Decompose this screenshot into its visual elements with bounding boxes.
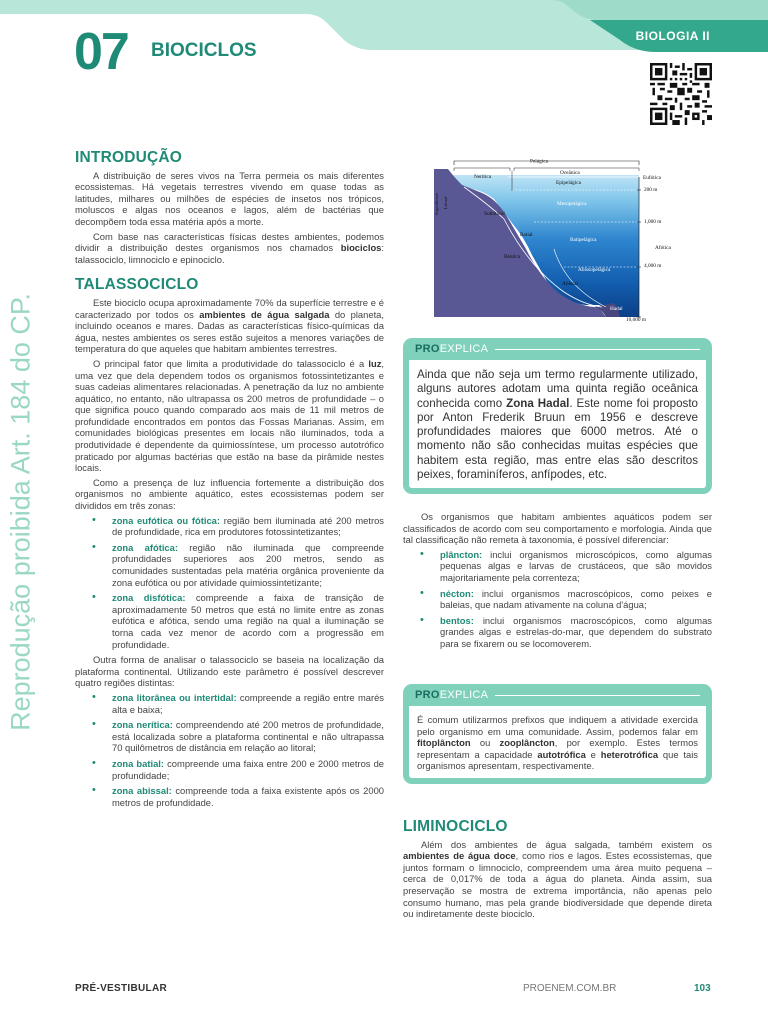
list-item: • zona eufótica ou fótica: região bem iluminada até 200 metros de profundidade, rica em produtores fotossintetizantes; xyxy=(75,515,384,538)
list-item: • nécton: inclui organismos macroscópicos, como peixes e baleias, que nadam ativamente na coluna d'água; xyxy=(403,588,712,611)
list-item: • zona litorânea ou intertidal: compreende a região entre marés alta e baixa; xyxy=(75,692,384,715)
right-column xyxy=(403,511,712,654)
label-oceanica: Oceânica xyxy=(560,170,580,176)
talasso-paragraph-1: Este biociclo ocupa aproximadamente 70% da superfície terrestre e é caracterizado por todos os ambientes de água salgada do planeta, incluindo oceanos e mares. Dadas as características físico-químicas da água, nestes ambientes os seres estão sujeitos a menores variações de temperatura do que aqueles que habitam ambientes terrestres. xyxy=(75,296,384,355)
list-item: • plâncton: inclui organismos microscópicos, como algumas pequenas algas e larvas de crustáceos, que são movidos majoritariamente pela correnteza; xyxy=(403,549,712,584)
label-supralitoral: Supralitoral xyxy=(434,193,439,215)
label-batial: Batial xyxy=(520,232,533,238)
limno-paragraph: Além dos ambientes de água salgada, também existem os ambientes de água doce, como rios e lagos. Estes ecossistemas, que juntos formam o limnociclo, compreendem uma área muito pequena – cerca de 0,017% de toda a água do planeta. Ainda assim, sua preservação se mostra de extrema importância, não apenas pelo consumo humano, mas pela grande biodiversidade que depende direta ou indiretamente deste biociclo. xyxy=(403,838,712,920)
label-hadal: Hadal xyxy=(610,306,623,312)
proexplica-header: PROEXPLICA xyxy=(403,684,712,706)
label-litoral: Litoral xyxy=(443,196,448,209)
watermark xyxy=(0,0,40,1024)
talassociclo-heading: TALASSOCICLO xyxy=(75,276,199,294)
list-item: • zona batial: compreende uma faixa entre 200 e 2000 metros de profundidade; xyxy=(75,758,384,781)
qr-code-icon[interactable] xyxy=(650,63,712,125)
list-item: • bentos: inclui organismos macroscópicos, como algumas grandes algas e estrelas-do-mar, que dependem do substrato para se fixarem ou se locomoverem. xyxy=(403,615,712,650)
chapter-number: 07 xyxy=(74,23,128,81)
proexplica-box-1 xyxy=(403,338,712,494)
label-4000m: 4,000 m xyxy=(644,263,662,269)
list-item: • zona nerítica: compreendendo até 200 metros de profundidade, está localizada sobre a plataforma continental e não ultrapassa 70 quilômetros de distância em relação ao litoral; xyxy=(75,719,384,754)
watermark-text: Reprodução proibida Art. 184 do CP. xyxy=(5,293,36,731)
label-abissopelagica: Abissopelágica xyxy=(578,267,611,273)
proexplica-text: É comum utilizarmos prefixos que indiquem a atividade exercida pelo organismo em uma comunidade. Assim, podemos falar em fitoplâncton ou zooplâncton, por exemplo. Estes termos representam a capacidade autotrófica e heterotrófica que tais organismos apresentam, respectivamente. xyxy=(403,706,712,784)
limnociclo-section xyxy=(403,818,712,923)
organisms-paragraph: Os organismos que habitam ambientes aquáticos podem ser classificados de acordo com seu comportamento e morfologia. Ainda que tal classificação não remeta à taxonomia, é possível diferenciar: xyxy=(403,511,712,546)
talasso-paragraph-3: Como a presença de luz influencia fortemente a distribuição dos organismos no ambiente aquático, estes ecossistemas podem ser divididos em três zonas: xyxy=(75,476,384,512)
label-neritica: Nerítica xyxy=(474,174,492,180)
label-sublitoral: Sublitoral xyxy=(484,211,505,217)
list-item: • zona afótica: região não iluminada que compreende profundidades superiores aos 200 metros, sendo as comunidades sustentadas pela matéria orgânica proveniente da zona eufótica ou por atividade quimiossintetizante; xyxy=(75,542,384,588)
label-bentica: Bêntica xyxy=(504,254,521,260)
footer-label: PRÉ-VESTIBULAR xyxy=(75,983,167,994)
label-10000m: 10,000 m xyxy=(626,317,647,322)
label-eufotica: Eufótica xyxy=(643,175,661,181)
list-item: • zona disfótica: compreende a faixa de transição de aproximadamente 50 metros que está no limite entre as zonas eufótica e afótica, sendo uma região na qual a iluminação se torna cada vez menor de acordo com a progressão em profundidade. xyxy=(75,592,384,650)
platform-regions-list xyxy=(75,692,384,808)
left-column xyxy=(75,149,384,812)
subject-label: BIOLOGIA II xyxy=(635,29,710,43)
proexplica-box-2 xyxy=(403,684,712,784)
talasso-paragraph-4: Outra forma de analisar o talassociclo se baseia na localização da plataforma continental. Utilizando este parâmetro é possível descrever quatro regiões distintas: xyxy=(75,654,384,689)
label-mesopelagica: Mesopelágica xyxy=(557,201,587,207)
proexplica-text: Ainda que não seja um termo regularmente utilizado, alguns autores adotam uma quinta região oceânica conhecida como Zona Hadal. Este nome foi proposto por Anton Frederik Bruun em 1956 e descreve profundidades maiores que 6000 metros. Até o momento não são conhecidas muitas espécies que habitem esta região, mas entre elas são descritos peixes, foraminíferos, anfípodes, etc. xyxy=(403,360,712,494)
footer-site-link[interactable]: PROENEM.COM.BR xyxy=(523,983,617,994)
intro-paragraph-2: Com base nas características físicas destes ambientes, podemos dividir a distribuição destes organismos nos chamados biociclos: talassociclo, limnociclo e epinociclo. xyxy=(75,230,384,265)
chapter-title: BIOCICLOS xyxy=(151,40,257,61)
page-number: 103 xyxy=(694,983,711,994)
limnociclo-heading: LIMINOCICLO xyxy=(403,818,508,835)
proexplica-header: PROEXPLICA xyxy=(403,338,712,360)
label-abissal: Abissal xyxy=(562,281,578,287)
label-afotica: Afótica xyxy=(655,245,671,251)
label-batipelagica: Batipelágica xyxy=(570,237,597,243)
organisms-list xyxy=(403,549,712,650)
label-1000m: 1,000 m xyxy=(644,219,662,225)
intro-paragraph-1: A distribuição de seres vivos na Terra permeia os mais diferentes ecossistemas. Há vegetais terrestres vivendo em quase todas as latitudes, milhares ou milhões de espécies de insetos nos trópicos, moluscos e algas nos oceanos e lagos, além de bactérias que decompõem toda essa matéria após a morte. xyxy=(75,169,384,227)
list-item: • zona abissal: compreende toda a faixa existente após os 2000 metros de profundidade. xyxy=(75,785,384,808)
label-200m: 200 m xyxy=(644,187,658,193)
light-zones-list xyxy=(75,515,384,651)
talasso-paragraph-2: O principal fator que limita a produtividade do talassociclo é a luz, uma vez que dela dependem todos os organismos fotossintetizantes e suas cadeias alimentares relacionadas. A penetração da luz no ambiente aquático, no entanto, não ultrapassa os 200 metros de profundidade – o que significa pouco quando comparado aos mais de 11 mil metros de profundidade encontrados em pontos das Fossas Marianas. Assim, em comunidades biológicas presentes em locais não iluminados, toda a produtividade é dependente da quimiossíntese, um processo autotrófico praticado por algumas bactérias que estão na base da pirâmide nestes locais. xyxy=(75,357,384,474)
intro-heading: INTRODUÇÃO xyxy=(75,149,183,166)
label-epipelagica: Epipelágica xyxy=(556,180,581,186)
label-pelagica: Pelágica xyxy=(530,158,548,165)
ocean-zones-diagram xyxy=(434,157,678,322)
